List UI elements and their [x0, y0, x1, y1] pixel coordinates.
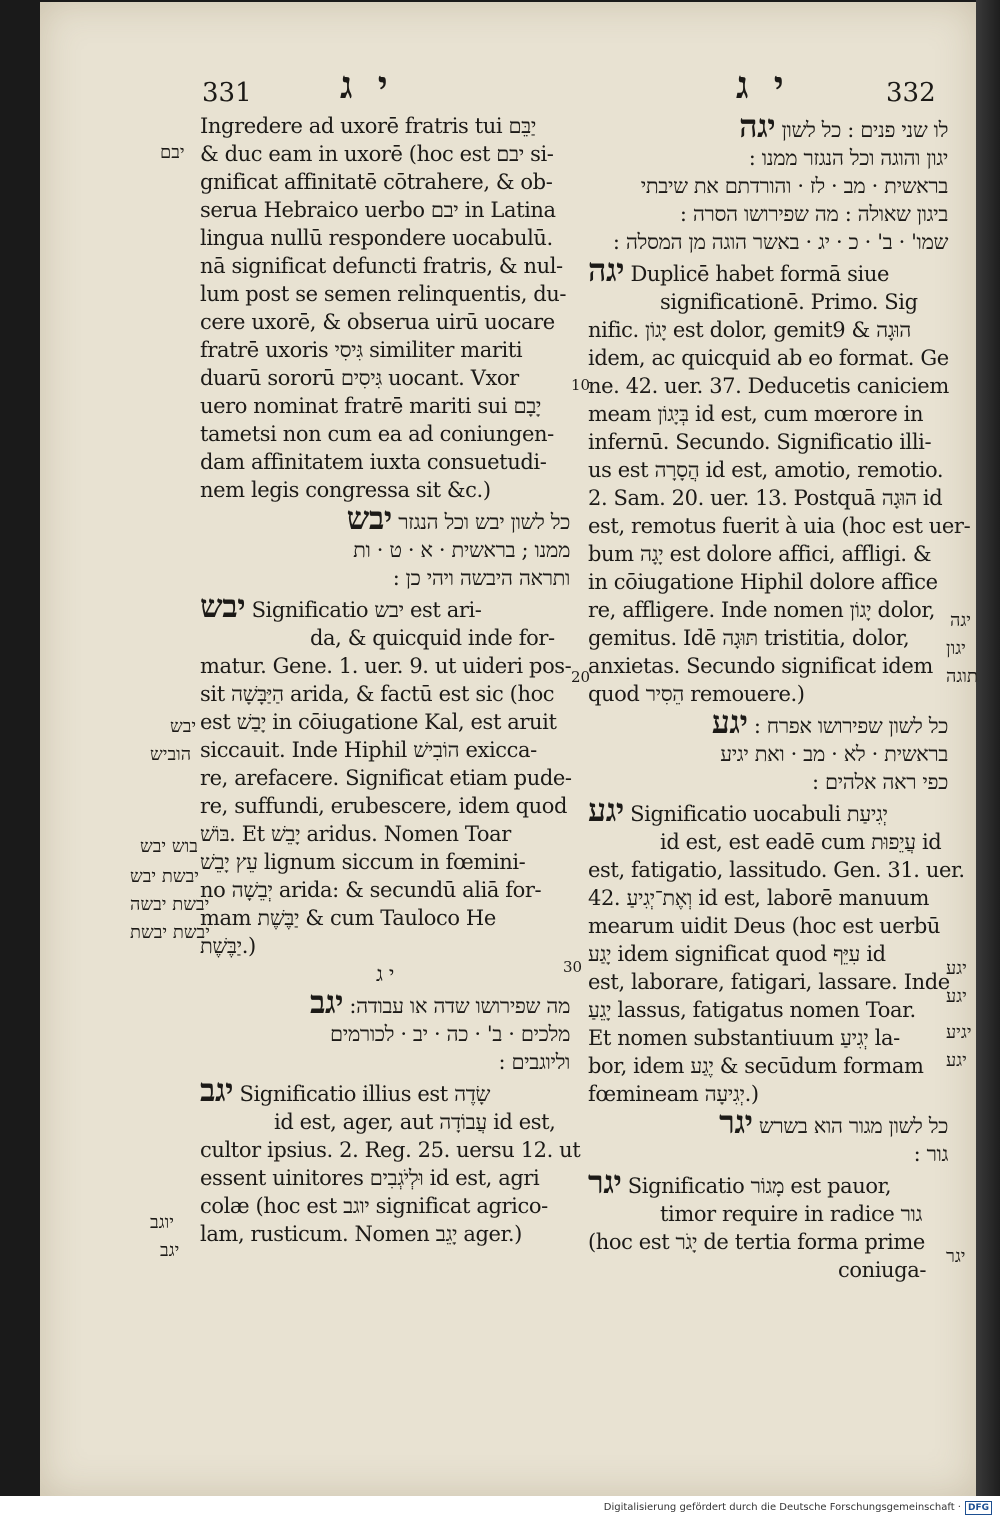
- text-line: nem legis congressa sit &c.): [200, 478, 491, 502]
- text-line: עֵץ יָבֵשׁ lignum siccum in fœmini-: [200, 850, 526, 874]
- text-line: fratrē uxoris גִּיסִי similiter mariti: [200, 338, 523, 362]
- text-line: cultor ipsius. 2. Reg. 25. uersu 12. ut: [200, 1138, 581, 1162]
- hebrew-line: כפי ראה אלהים :: [812, 770, 948, 794]
- entry-headword: יגה: [739, 107, 776, 145]
- scan-edge: [976, 0, 1000, 1500]
- hebrew-line: בראשית · מב · לז · והורדתם את שיבתי: [640, 174, 948, 198]
- margin-note: יגע: [946, 1050, 967, 1071]
- margin-note: יגיע: [946, 1022, 972, 1043]
- text-line: יגע Significatio uocabuli יְגִיעַת: [588, 791, 888, 829]
- entry-headword: יגר: [588, 1163, 622, 1201]
- entry-headword: יגע: [711, 703, 748, 741]
- text-line: est, fatigatio, lassitudo. Gen. 31. uer.: [588, 858, 965, 882]
- text-line: infernū. Secundo. Significatio illi-: [588, 430, 932, 454]
- text-line: יבש Significatio יבש est ari-: [200, 587, 482, 625]
- text-line: est, laborare, fatigari, lassare. Inde: [588, 970, 950, 994]
- right-running-head: י ג: [736, 62, 790, 107]
- margin-note: יגע: [946, 986, 967, 1007]
- line-number: 10: [571, 376, 591, 394]
- text-line: siccauit. Inde Hiphil הוֹבִישׁ exicca-: [200, 738, 537, 762]
- text-line: lingua nullū respondere uocabulū.: [200, 226, 553, 250]
- hebrew-line: שמו' · ב' · כ · יג · באשר הוגה מן המסלה :: [612, 230, 948, 254]
- text-line: יגר Significatio מָגוֹר est pauor,: [588, 1163, 892, 1201]
- margin-note: תוגה: [946, 666, 978, 687]
- hebrew-line: ותראה היבשה ויהי כן :: [392, 566, 570, 590]
- footer-text: Digitalisierung gefördert durch die Deutsche Forschungsgemeinschaft ·: [603, 1502, 961, 1513]
- text-line: dam affinitatem iuxta consuetudi-: [200, 450, 547, 474]
- entry-headword: יגר: [719, 1103, 753, 1141]
- text-line: matur. Gene. 1. uer. 9. ut uideri pos-: [200, 654, 572, 678]
- text-line: בּוֹשׁ. Et יָבֵשׁ aridus. Nomen Toar: [200, 822, 511, 846]
- right-column: [588, 107, 971, 1284]
- hebrew-entry-line: כל לשון יבש וכל הנגזר יבש: [346, 499, 570, 537]
- text-line: bum יָגָה est dolore affici, affligi. &: [588, 542, 932, 566]
- digitization-footer: [0, 1496, 1000, 1519]
- margin-note: בוש יבש: [140, 836, 198, 857]
- text-line: יַבֶּשֶׁת.): [200, 934, 256, 958]
- text-line: gemitus. Idē תּוּגָה tristitia, dolor,: [588, 626, 910, 650]
- text-line: anxietas. Secundo significat idem: [588, 654, 933, 678]
- line-number: 20: [571, 668, 591, 686]
- entry-headword: יבש: [200, 587, 246, 625]
- text-line: ne. 42. uer. 37. Deducetis caniciem: [588, 374, 949, 398]
- text-line: serua Hebraico uerbo יבם in Latina: [200, 198, 556, 222]
- margin-note: יגר: [946, 1246, 966, 1267]
- text-line: uero nominat fratrē mariti sui יָבָם: [200, 394, 542, 418]
- text-line: lam, rusticum. Nomen יָגֵב ager.): [200, 1222, 522, 1246]
- hebrew-entry-line: מה שפירושו שדה או עבודה: יגב: [309, 983, 570, 1021]
- text-line: est, remotus fuerit à uia (hoc est uer-: [588, 514, 971, 538]
- margin-note: יגע: [946, 958, 967, 979]
- entry-headword: יגה: [588, 251, 625, 289]
- text-line: us est הֲסָרָה id est, amotio, remotio.: [588, 458, 944, 482]
- text-line: יָגַע idem significat quod עִיֵּף id: [588, 942, 886, 966]
- text-line: & duc eam in uxorē (hoc est יבם si-: [200, 142, 554, 166]
- margin-note: יבש: [170, 716, 197, 737]
- text-line: bor, idem יֶגַע & secūdum formam: [588, 1054, 924, 1078]
- margin-note: יגון: [946, 638, 966, 659]
- text-line: significationē. Primo. Sig: [660, 290, 918, 314]
- text-line: (hoc est יָגֹר de tertia forma prime: [588, 1230, 925, 1254]
- hebrew-line: ביגון שאולה : מה שפירושו הסרה :: [679, 202, 948, 226]
- margin-note: יבשת יבשה: [130, 894, 210, 915]
- entry-headword: יגב: [309, 983, 344, 1021]
- text-line: יָגֵעַ lassus, fatigatus nomen Toar.: [588, 998, 916, 1022]
- hebrew-entry-line: לו שני פנים : כל לשון יגה: [739, 107, 948, 145]
- text-line: no יְבֵשָׁה arida: & secundū aliā for-: [200, 878, 542, 902]
- text-line: 42. וְאֶת־יְגִיעַ id est, laborē manuum: [588, 886, 930, 910]
- text-line: sit הַיַּבָּשָׁה arida, & factū est sic (hoc: [200, 682, 555, 706]
- text-line: est יָבַשׁ in cōiugatione Kal, est aruit: [200, 710, 557, 734]
- text-line: meam בְּיָגוֹן id est, cum mœrore in: [588, 402, 924, 426]
- text-line: יגה Duplicē habet formā siue: [588, 251, 889, 289]
- text-line: idem, ac quicquid ab eo format. Ge: [588, 346, 949, 370]
- text-line: colæ (hoc est יוגב significat agrico-: [200, 1194, 548, 1218]
- text-line: duarū sororū גִּיסִים uocant. Vxor: [200, 366, 519, 390]
- text-line: Ingredere ad uxorē fratris tui יַבֵּם: [200, 114, 537, 138]
- text-line: timor require in radice גור: [660, 1202, 923, 1226]
- section-head: י ג: [376, 962, 394, 986]
- text-line: 2. Sam. 20. uer. 13. Postquā הוּגָה id: [588, 486, 943, 510]
- margin-note: הוביש: [150, 744, 192, 765]
- text-line: re, arefacere. Significat etiam pude-: [200, 766, 572, 790]
- text-line: essent uinitores וּלְיֹגְבִים id est, agri: [200, 1166, 540, 1190]
- text-line: re, suffundi, erubescere, idem quod: [200, 794, 568, 818]
- hebrew-line: גור :: [913, 1142, 948, 1166]
- margin-note: יוגב: [150, 1212, 174, 1233]
- text-line: id est, est eadē cum עֲיֵפוּת id: [660, 830, 942, 854]
- text-line: in cōiugatione Hiphil dolore affice: [588, 570, 938, 594]
- text-line: gnificat affinitatē cōtrahere, & ob-: [200, 170, 553, 194]
- hebrew-line: ממנו ; בראשית · א · ט · ות: [353, 538, 570, 562]
- right-page-number: 332: [886, 78, 936, 108]
- catchword: coniuga-: [838, 1258, 927, 1282]
- left-page-number: 331: [202, 78, 252, 108]
- text-line: lum post se semen relinquentis, du-: [200, 282, 567, 306]
- hebrew-entry-line: כל לשון מגור הוא בשרש יגר: [719, 1103, 948, 1141]
- margin-note: יגב: [160, 1240, 180, 1261]
- hebrew-line: וליוגבים :: [498, 1050, 570, 1074]
- dfg-logo: DFG: [965, 1501, 992, 1515]
- hebrew-line: יגון והוגה וכל הנגזר ממנו :: [748, 146, 948, 170]
- text-line: tametsi non cum ea ad coniungen-: [200, 422, 554, 446]
- text-line: mam יַבֶּשֶׁת & cum Tauloco He: [200, 906, 496, 930]
- entry-headword: יבש: [346, 499, 392, 537]
- margin-note: יגה: [950, 610, 972, 631]
- line-number: 30: [563, 958, 583, 976]
- text-line: id est, ager, aut עֲבוֹדָה id est,: [274, 1110, 556, 1134]
- text-line: re, affligere. Inde nomen יָגוֹן dolor,: [588, 598, 935, 622]
- text-line: da, & quicquid inde for-: [310, 626, 555, 650]
- margin-note: יבשת יבש: [130, 866, 199, 887]
- text-line: יגב Significatio illius est שָׂדֶה: [200, 1071, 490, 1109]
- text-line: nā significat defuncti fratris, & nul-: [200, 254, 563, 278]
- hebrew-line: מלכים · ב' · כה · יב · לכורמים: [330, 1022, 570, 1046]
- text-line: quod הֵסִיר remouere.): [588, 682, 805, 706]
- hebrew-entry-line: כל לשון שפירושו אפרח : יגע: [711, 703, 948, 741]
- text-line: cere uxorē, & obserua uirū uocare: [200, 310, 555, 334]
- text-line: Et nomen substantiuum יְגִיעַ la-: [588, 1026, 900, 1050]
- entry-headword: יגב: [200, 1071, 234, 1109]
- margin-note: יבשת יבשת: [130, 922, 210, 943]
- text-line: nific. יָגוֹן est dolor, gemit9 & הוּגָה: [588, 318, 911, 342]
- left-running-head: י ג: [340, 62, 394, 107]
- entry-headword: יגע: [588, 791, 624, 829]
- hebrew-line: בראשית · לא · מב · ואת יגיע: [720, 742, 948, 766]
- text-line: mearum uidit Deus (hoc est uerbū: [588, 914, 941, 938]
- margin-note: יבם: [160, 142, 185, 163]
- text-line: fœmineam יְגִיעָה.): [588, 1082, 759, 1106]
